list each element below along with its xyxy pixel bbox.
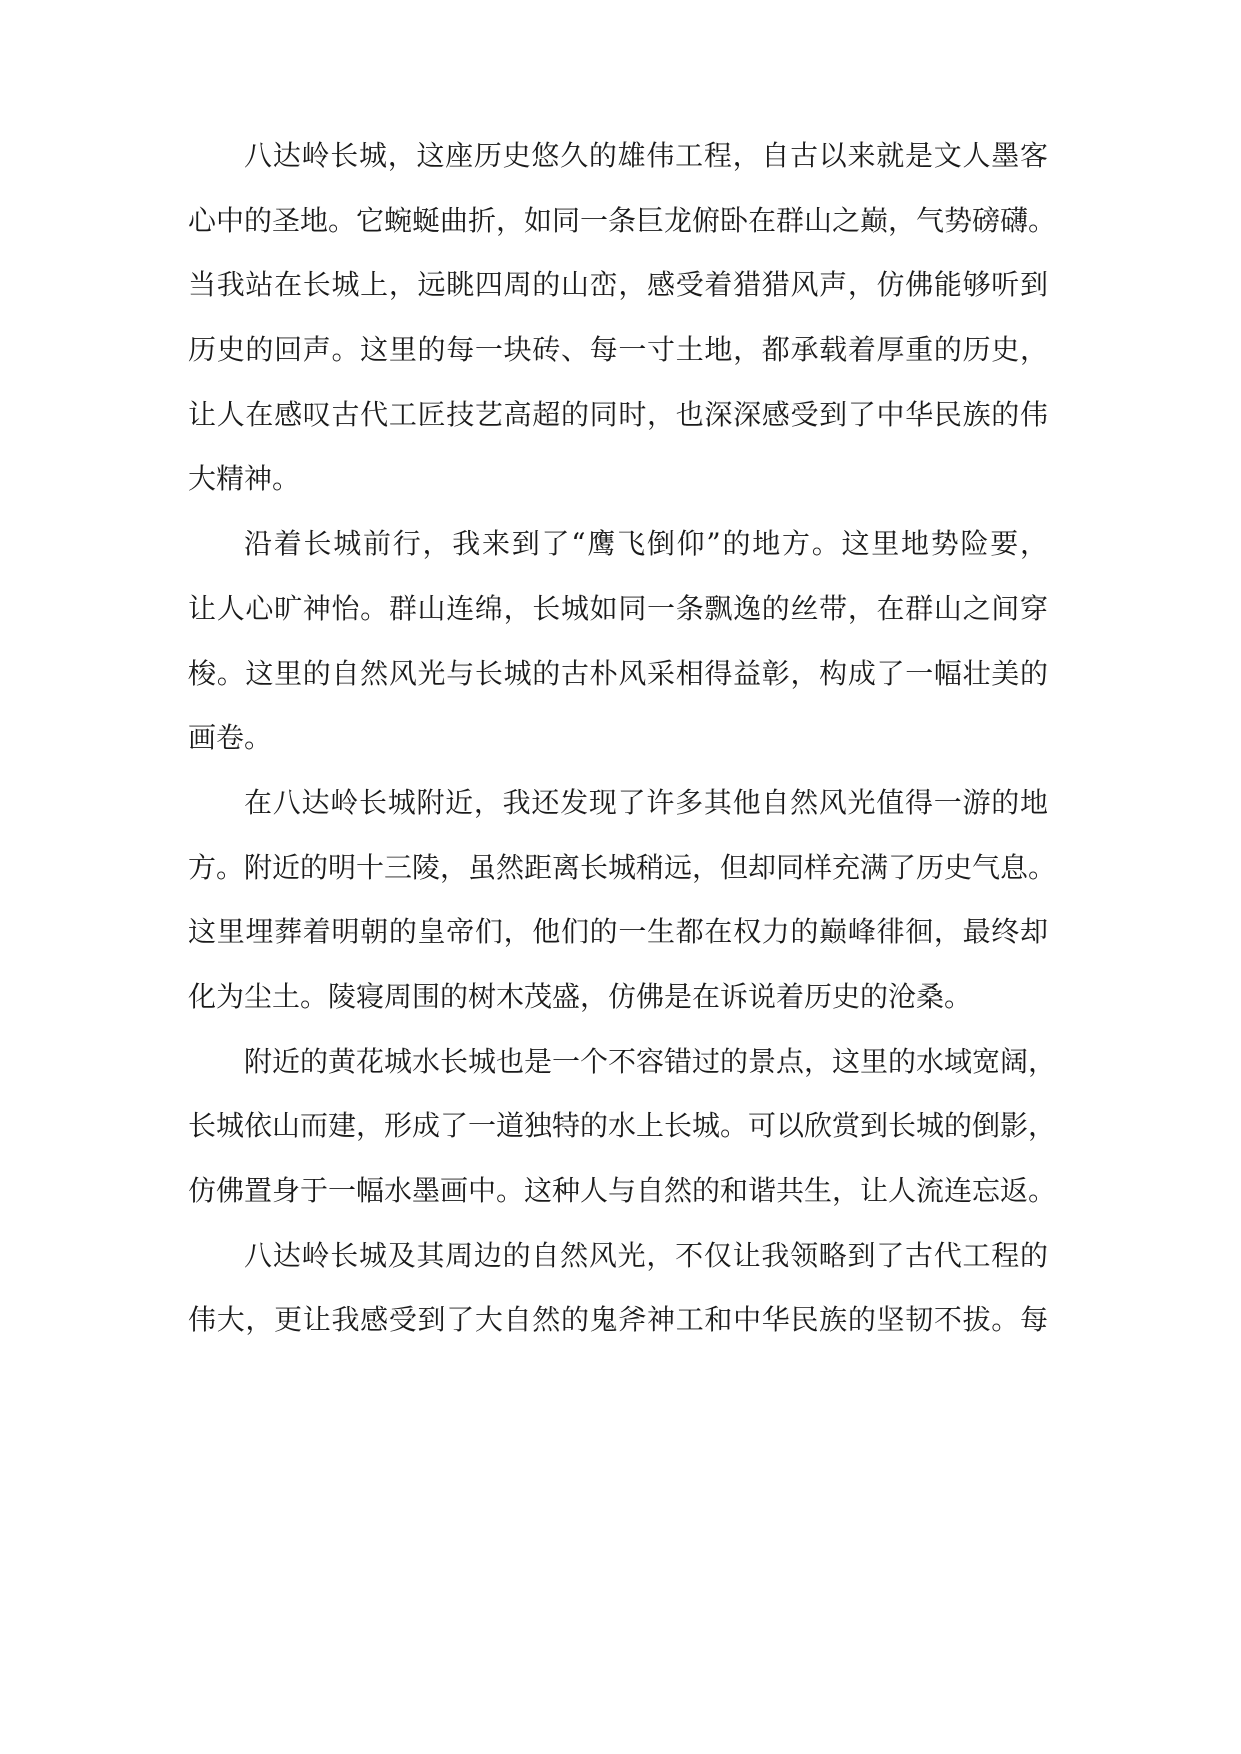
paragraph-1-line-5: 让人在感叹古代工匠技艺高超的同时，也深深感受到了中华民族的伟: [188, 397, 1048, 431]
paragraph-1-line-4: 历史的回声。这里的每一块砖、每一寸土地，都承载着厚重的历史，: [188, 333, 1048, 367]
paragraph-2-line-2: 让人心旷神怡。群山连绵，长城如同一条飘逸的丝带，在群山之间穿: [188, 591, 1048, 625]
paragraph-3-line-2: 方。附近的明十三陵，虽然距离长城稍远，但却同样充满了历史气息。: [188, 850, 1057, 884]
paragraph-5-line-1: 八达岭长城及其周边的自然风光，不仅让我领略到了古代工程的: [244, 1238, 1048, 1272]
document-body: [188, 139, 1057, 1368]
paragraph-1-line-1: 八达岭长城，这座历史悠久的雄伟工程，自古以来就是文人墨客: [244, 139, 1048, 172]
paragraph-5-line-2: 伟大，更让我感受到了大自然的鬼斧神工和中华民族的坚韧不拔。每: [188, 1303, 1048, 1337]
paragraph-1-line-2: 心中的圣地。它蜿蜒曲折，如同一条巨龙俯卧在群山之巅，气势磅礴。: [188, 203, 1057, 237]
paragraph-4-line-1: 附近的黄花城水长城也是一个不容错过的景点，这里的水域宽阔，: [244, 1044, 1057, 1078]
paragraph-4-line-3: 仿佛置身于一幅水墨画中。这种人与自然的和谐共生，让人流连忘返。: [188, 1174, 1057, 1207]
paragraph-2-line-1: 沿着长城前行，我来到了“鹰飞倒仰”的地方。这里地势险要，: [244, 527, 1048, 561]
paragraph-2-line-4: 画卷。: [188, 721, 273, 755]
paragraph-3-line-3: 这里埋葬着明朝的皇帝们，他们的一生都在权力的巅峰徘徊，最终却: [188, 915, 1048, 949]
paragraph-1-line-6: 大精神。: [188, 462, 301, 496]
paragraph-4-line-2: 长城依山而建，形成了一道独特的水上长城。可以欣赏到长城的倒影，: [188, 1109, 1057, 1143]
paragraph-2-line-3: 梭。这里的自然风光与长城的古朴风采相得益彰，构成了一幅壮美的: [188, 656, 1048, 690]
paragraph-1-line-3: 当我站在长城上，远眺四周的山峦，感受着猎猎风声，仿佛能够听到: [188, 268, 1048, 302]
paragraph-3-line-1: 在八达岭长城附近，我还发现了许多其他自然风光值得一游的地: [244, 785, 1048, 819]
paragraph-3-line-4: 化为尘土。陵寝周围的树木茂盛，仿佛是在诉说着历史的沧桑。: [188, 979, 973, 1013]
